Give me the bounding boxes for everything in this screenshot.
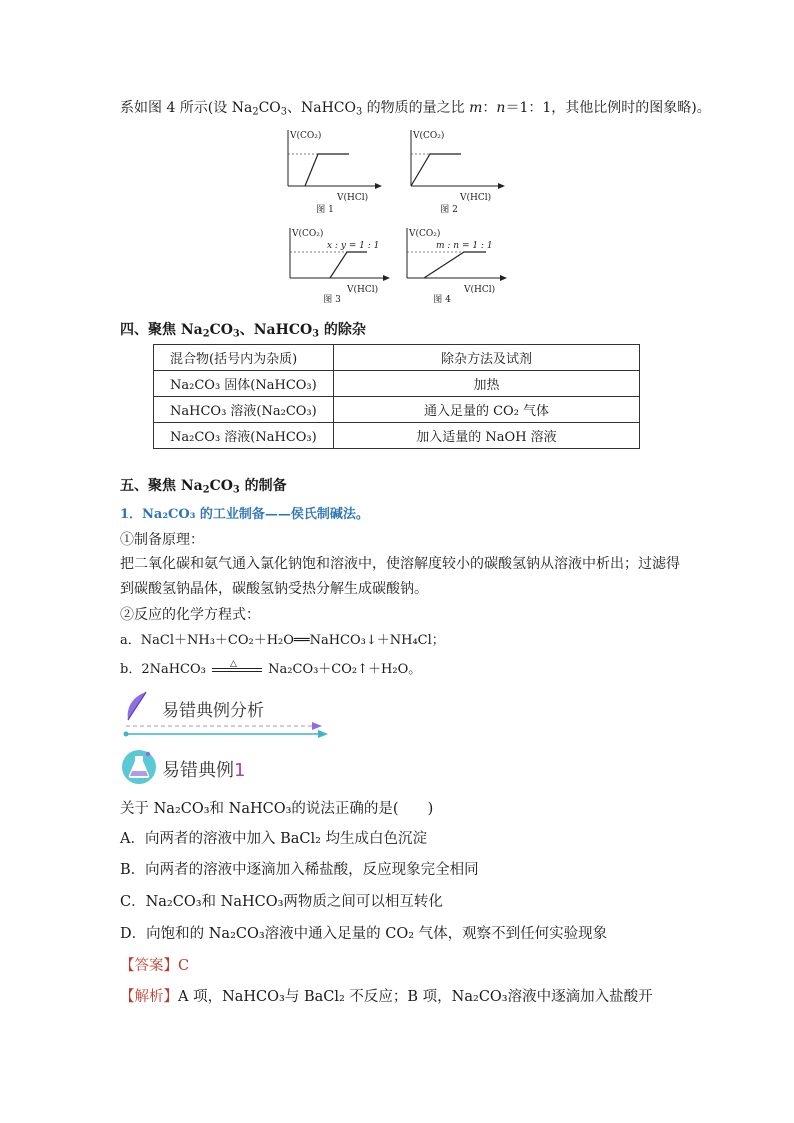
figure-4 [402, 226, 517, 305]
section-4-title [120, 320, 366, 340]
banner-title [162, 756, 245, 782]
equation-a: a．NaCl＋NH₃＋CO₂＋H₂O══NaHCO₃↓＋NH₄Cl； [120, 633, 445, 648]
intro-text: ＝1：1，其他比例时的图象略)。 [505, 100, 711, 116]
figure-1-plot [283, 128, 393, 210]
banner-title: 易错典例分析 [162, 701, 264, 721]
ratio-note: m : n = 1 : 1 [436, 241, 493, 251]
banner-title-text: 易错典例 [162, 760, 234, 781]
sub: 2 [252, 106, 259, 118]
analysis-line [120, 986, 653, 1008]
table-row [154, 423, 640, 449]
heading-text: 的除杂 [319, 322, 366, 338]
arrow-decoration [120, 716, 334, 742]
heat-arrow [210, 658, 264, 677]
figure-2-plot [406, 128, 516, 210]
intro-line [120, 98, 711, 118]
sub: 3 [280, 106, 287, 118]
figure-caption: 图 2 [440, 205, 458, 215]
intro-text: 的物质的量之比 [362, 100, 470, 116]
error-analysis-banner [118, 690, 338, 742]
y-axis-label: V(CO₂) [409, 229, 441, 239]
equation-b-right: Na₂CO₃＋CO₂↑＋H₂O。 [268, 662, 422, 677]
analysis-text: A 项，NaHCO₃与 BaCl₂ 不反应；B 项，Na₂CO₃溶液中逐滴加入盐酸开 [178, 989, 653, 1005]
equation-b-left: b．2NaHCO₃ [120, 662, 206, 677]
principle-text-2: 到碳酸氢钠晶体，碳酸氢钠受热分解生成碳酸钠。 [120, 581, 428, 597]
sub: 3 [232, 328, 240, 340]
question-stem: 关于 Na₂CO₃和 NaHCO₃的说法正确的是( ) [120, 801, 434, 817]
equation-label: ②反应的化学方程式： [120, 607, 260, 623]
figure-4-plot [402, 226, 517, 302]
x-axis-label: V(HCl) [464, 285, 496, 295]
intro-var: n [496, 100, 506, 116]
impurity-removal-table [153, 344, 640, 449]
sub: 2 [202, 484, 210, 496]
intro-var: m [469, 100, 483, 116]
table-header-row [154, 345, 640, 371]
sub: 3 [312, 328, 320, 340]
flask-icon [120, 748, 158, 786]
table-row [154, 397, 640, 423]
figure-caption: 图 3 [323, 295, 341, 305]
x-axis-label: V(HCl) [347, 285, 379, 295]
table-header-cell: 除杂方法及试剂 [334, 345, 640, 371]
figure-3-plot [285, 226, 400, 302]
sub: 2 [202, 328, 210, 340]
heading-text: 的制备 [239, 478, 287, 494]
heading-text: CO [209, 478, 233, 494]
heading-text: 、NaHCO [239, 322, 313, 338]
sub: 3 [356, 106, 363, 118]
heading-text: 四、聚焦 Na [120, 322, 203, 338]
option-d: D．向饱和的 Na₂CO₃溶液中通入足量的 CO₂ 气体，观察不到任何实验现象 [120, 926, 608, 942]
y-axis-label: V(CO₂) [292, 229, 324, 239]
option-c: C．Na₂CO₃和 NaHCO₃两物质之间可以相互转化 [120, 894, 443, 910]
heat-symbol: △ [230, 658, 237, 669]
table-cell: Na₂CO₃ 溶液(NaHCO₃) [154, 423, 334, 449]
option-b: B．向两者的溶液中逐滴加入稀盐酸，反应现象完全相同 [120, 862, 479, 878]
table-cell: 加热 [334, 371, 640, 397]
example-banner [118, 748, 318, 788]
example-number: 1 [234, 760, 246, 781]
table-row [154, 371, 640, 397]
intro-text: 系如图 4 所示(设 Na [120, 100, 253, 116]
x-axis-label: V(HCl) [460, 193, 492, 203]
analysis-label: 【解析】 [120, 989, 178, 1005]
table-header-cell: 混合物(括号内为杂质) [154, 345, 334, 371]
answer-value: C [178, 958, 190, 974]
ratio-note: x : y = 1 : 1 [327, 241, 380, 251]
option-a: A．向两者的溶液中加入 BaCl₂ 均生成白色沉淀 [120, 831, 428, 847]
table-cell: NaHCO₃ 溶液(Na₂CO₃) [154, 397, 334, 423]
sub: 3 [232, 484, 240, 496]
subsection-title: 1．Na₂CO₃ 的工业制备——侯氏制碱法。 [120, 507, 369, 522]
figure-1 [283, 128, 393, 215]
intro-text: CO [258, 100, 281, 116]
table-cell: 通入足量的 CO₂ 气体 [334, 397, 640, 423]
heading-text: 五、聚焦 Na [120, 478, 203, 494]
table-cell: 加入适量的 NaOH 溶液 [334, 423, 640, 449]
equation-b [120, 660, 421, 680]
principle-text-1: 把二氧化碳和氨气通入氯化钠饱和溶液中，使溶解度较小的碳酸氢钠从溶液中析出；过滤得 [120, 556, 680, 572]
figure-2 [406, 128, 516, 215]
x-axis-label: V(HCl) [337, 193, 369, 203]
figure-caption: 图 1 [316, 205, 334, 215]
y-axis-label: V(CO₂) [413, 131, 445, 141]
answer-line [120, 955, 189, 977]
figure-3 [285, 226, 400, 305]
principle-label: ①制备原理： [120, 532, 204, 548]
heading-text: CO [209, 322, 233, 338]
figure-caption: 图 4 [433, 295, 451, 305]
section-5-title [120, 476, 287, 496]
intro-text: 、NaHCO [287, 100, 356, 116]
y-axis-label: V(CO₂) [290, 131, 322, 141]
intro-text: ： [482, 100, 497, 116]
answer-label: 【答案】 [120, 958, 178, 974]
table-cell: Na₂CO₃ 固体(NaHCO₃) [154, 371, 334, 397]
